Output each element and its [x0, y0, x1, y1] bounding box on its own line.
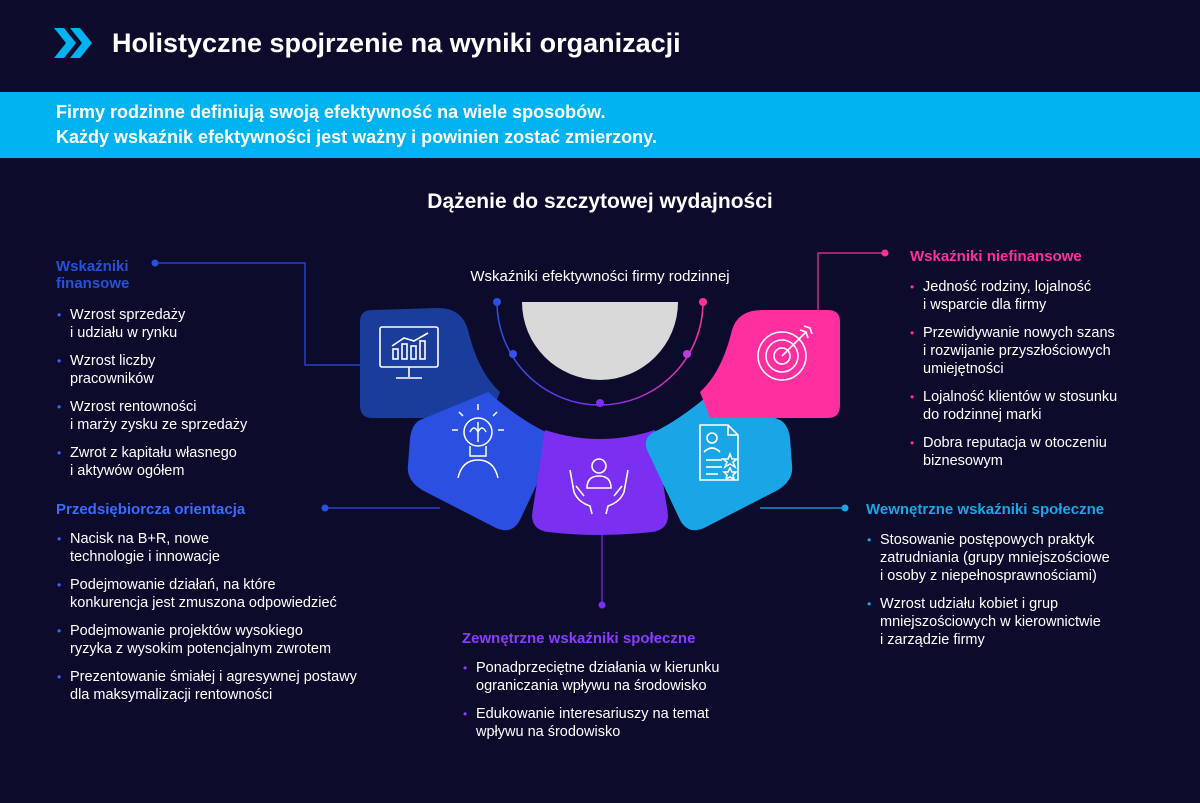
list-item: • Prezentowanie śmiałej i agresywnej postawy dla maksymalizacji rentowności: [56, 668, 357, 704]
list-item: • Zwrot z kapitału własnego i aktywów ogółem: [56, 444, 247, 480]
segment-nonfinancial: [700, 310, 840, 418]
financial-list: [56, 306, 247, 490]
entrepreneurial-list: [56, 530, 357, 714]
entrepreneurial-title: Przedsiębiorcza orientacja: [56, 501, 246, 518]
connector-dot-internal: [842, 505, 849, 512]
list-item: • Nacisk na B+R, nowe technologie i innowacje: [56, 530, 357, 566]
list-item: • Ponadprzeciętne działania w kierunku ograniczania wpływu na środowisko: [462, 659, 719, 695]
diagram-subtitle: Dążenie do szczytowej wydajności: [427, 190, 773, 213]
list-item: • Dobra reputacja w otoczeniu biznesowym: [909, 434, 1117, 470]
list-item: • Wzrost rentowności i marży zysku ze sprzedaży: [56, 398, 247, 434]
list-item: • Przewidywanie nowych szans i rozwijanie przyszłościowych umiejętności: [909, 324, 1117, 378]
arc-dot-3: [596, 399, 604, 407]
list-item: • Wzrost liczby pracowników: [56, 352, 247, 388]
internal-title: Wewnętrzne wskaźniki społeczne: [866, 501, 1105, 518]
financial-title-line-2: finansowe: [56, 275, 130, 292]
list-item: • Lojalność klientów w stosunku do rodzinnej marki: [909, 388, 1117, 424]
connector-dot-financial: [152, 260, 159, 267]
list-item: • Podejmowanie działań, na które konkurencja jest zmuszona odpowiedzieć: [56, 576, 357, 612]
banner-line-1: Firmy rodzinne definiują swoją efektywność na wiele sposobów.: [56, 102, 606, 122]
financial-title-line-1: Wskaźniki: [56, 258, 129, 275]
external-list: [462, 659, 719, 751]
external-title: Zewnętrzne wskaźniki społeczne: [462, 630, 696, 647]
nonfinancial-list: [909, 278, 1117, 480]
financial-title: [56, 258, 129, 292]
arc-dot-5: [699, 298, 707, 306]
list-item: • Edukowanie interesariuszy na temat wpływu na środowisko: [462, 705, 719, 741]
list-item: • Stosowanie postępowych praktyk zatrudniania (grupy mniejszościowe i osoby z niepełnosprawnościami): [866, 531, 1110, 585]
center-label: Wskaźniki efektywności firmy rodzinnej: [470, 268, 730, 285]
list-item: • Jedność rodziny, lojalność i wsparcie dla firmy: [909, 278, 1117, 314]
page-title: Holistyczne spojrzenie na wyniki organizacji: [112, 28, 681, 58]
connector-dot-external: [599, 602, 606, 609]
list-item: • Podejmowanie projektów wysokiego ryzyka z wysokim potencjalnym zwrotem: [56, 622, 357, 658]
connector-dot-nonfinancial: [882, 250, 889, 257]
connector-dot-entrepreneurial: [322, 505, 329, 512]
arc-dot-1: [493, 298, 501, 306]
banner-line-2: Każdy wskaźnik efektywności jest ważny i powinien zostać zmierzony.: [56, 127, 657, 147]
list-item: • Wzrost udziału kobiet i grup mniejszościowych w kierownictwie i zarządzie firmy: [866, 595, 1110, 649]
arc-dot-2: [509, 350, 517, 358]
internal-list: [866, 531, 1110, 659]
list-item: • Wzrost sprzedaży i udziału w rynku: [56, 306, 247, 342]
nonfinancial-title: Wskaźniki niefinansowe: [910, 248, 1082, 265]
arc-dot-4: [683, 350, 691, 358]
center-semicircle: [522, 302, 678, 380]
